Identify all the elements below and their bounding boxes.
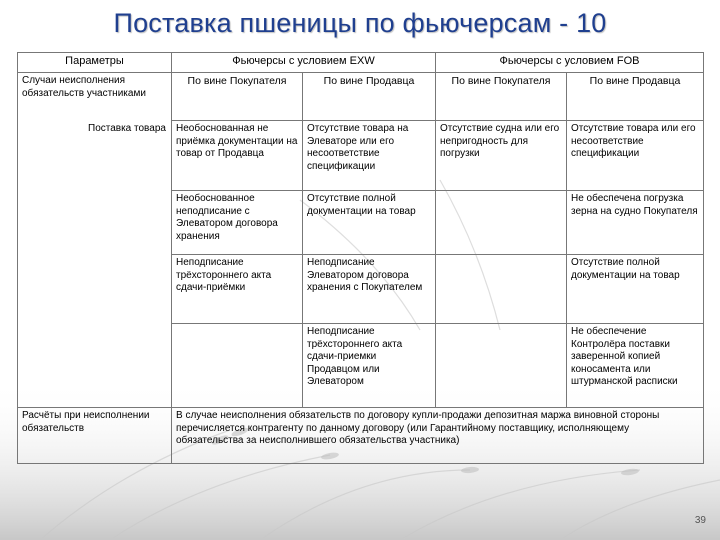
cell-exw-buyer: Неподписание трёхстороннего акта сдачи-приёмки xyxy=(172,255,303,324)
empty-label-cell xyxy=(18,255,172,324)
cell-fob-seller: Отсутствие полной документации на товар xyxy=(567,255,704,324)
subheader-fob-buyer: По вине Покупателя xyxy=(436,73,567,121)
subheader-exw-buyer: По вине Покупателя xyxy=(172,73,303,121)
table-row xyxy=(18,121,704,191)
page-number: 39 xyxy=(694,515,706,526)
settlement-text: В случае неисполнения обязательств по договору купли-продажи депозитная маржа виновной стороны перечисляется контрагенту по данному договору (или Гарантийному поставщику, исполняющему обязательства за неисполнившего обязательства участника) xyxy=(172,408,704,464)
table-row xyxy=(18,255,704,324)
empty-label-cell xyxy=(18,191,172,255)
cell-exw-seller: Неподписание Элеватором договора хранения с Покупателем xyxy=(303,255,436,324)
header-exw: Фьючерсы с условием EXW xyxy=(172,53,436,73)
cell-exw-seller: Отсутствие товара на Элеваторе или его несоответствие спецификации xyxy=(303,121,436,191)
header-params: Параметры xyxy=(18,53,172,73)
subheader-exw-seller: По вине Продавца xyxy=(303,73,436,121)
subheader-fob-seller: По вине Продавца xyxy=(567,73,704,121)
row-label-nonperformance: Случаи неисполнения обязательств участниками xyxy=(18,73,172,121)
empty-label-cell xyxy=(18,324,172,408)
cell-exw-buyer: Необоснованная не приёмка документации на товар от Продавца xyxy=(172,121,303,191)
header-fob: Фьючерсы с условием FOB xyxy=(436,53,704,73)
table-row xyxy=(18,324,704,408)
cell-fob-seller: Не обеспечена погрузка зерна на судно Покупателя xyxy=(567,191,704,255)
futures-comparison-table xyxy=(17,52,704,464)
delivery-label-cell xyxy=(18,121,172,191)
row-label-delivery: Поставка товара xyxy=(88,122,166,134)
settlement-label: Расчёты при неисполнении обязательств xyxy=(18,408,172,464)
cell-fob-seller: Не обеспечение Контролёра поставки заверенной копией коносамента или штурманской расписки xyxy=(567,324,704,408)
cell-fob-buyer xyxy=(436,255,567,324)
cell-fob-seller: Отсутствие товара или его несоответствие спецификации xyxy=(567,121,704,191)
table-header-row xyxy=(18,53,704,73)
table-row xyxy=(18,191,704,255)
slide-title: Поставка пшеницы по фьючерсам - 10 xyxy=(113,8,607,38)
cell-exw-seller: Неподписание трёхстороннего акта сдачи-приемки Продавцом или Элеватором xyxy=(303,324,436,408)
cell-exw-buyer xyxy=(172,324,303,408)
cell-exw-seller: Отсутствие полной документации на товар xyxy=(303,191,436,255)
cell-exw-buyer: Необоснованное неподписание с Элеватором договора хранения xyxy=(172,191,303,255)
cell-fob-buyer xyxy=(436,324,567,408)
cell-fob-buyer xyxy=(436,191,567,255)
settlement-row xyxy=(18,408,704,464)
cell-fob-buyer: Отсутствие судна или его непригодность для погрузки xyxy=(436,121,567,191)
table-subheader-row xyxy=(18,73,704,121)
